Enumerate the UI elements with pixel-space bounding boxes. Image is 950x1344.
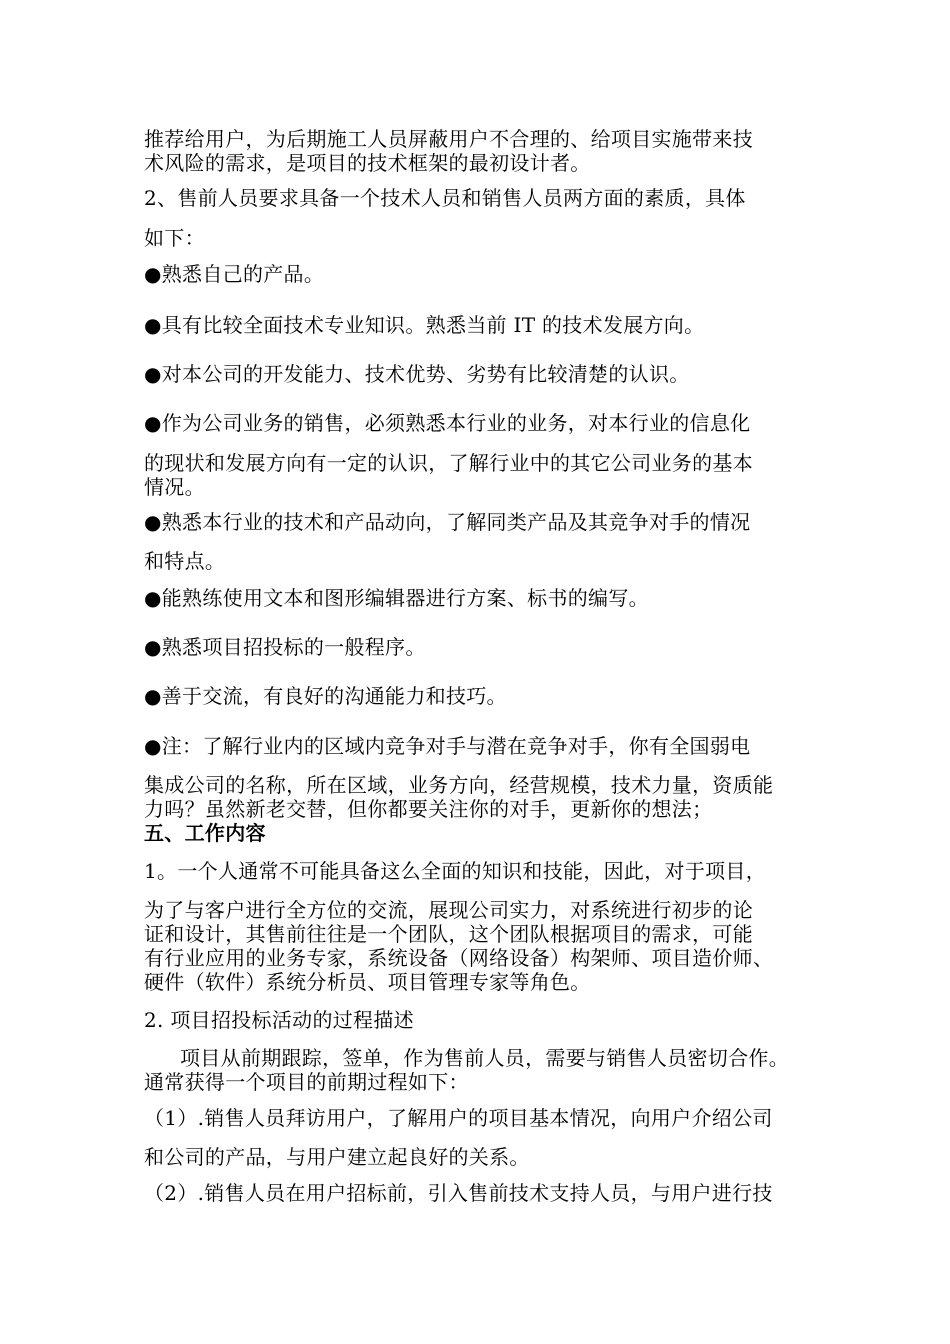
text-line: 推荐给用户，为后期施工人员屏蔽用户不合理的、给项目实施带来技 — [144, 127, 753, 151]
text-line: 情况。 — [144, 475, 205, 499]
list-item: ●注：了解行业内的区域内竞争对手与潜在竞争对手，你有全国弱电 — [144, 734, 751, 758]
text-line: 和公司的产品，与用户建立起良好的关系。 — [144, 1145, 530, 1169]
text-line: 术风险的需求，是项目的技术框架的最初设计者。 — [144, 151, 591, 175]
text-line: 为了与客户进行全方位的交流，展现公司实力，对系统进行初步的论 — [144, 898, 753, 922]
section-heading: 五、工作内容 — [144, 821, 266, 845]
list-item: ●对本公司的开发能力、技术优势、劣势有比较清楚的认识。 — [144, 362, 690, 386]
text-line: 1。一个人通常不可能具备这么全面的知识和技能，因此，对于项目， — [144, 859, 767, 883]
list-item: （2）.销售人员在用户招标前，引入售前技术支持人员，与用户进行技 — [144, 1181, 773, 1205]
list-item: ●能熟练使用文本和图形编辑器进行方案、标书的编写。 — [144, 586, 649, 610]
text-line: 力吗？虽然新老交替，但你都要关注你的对手，更新你的想法； — [144, 797, 713, 821]
list-item: ●熟悉项目招投标的一般程序。 — [144, 635, 426, 659]
text-line: 和特点。 — [144, 549, 226, 573]
text-line: 项目从前期跟踪，签单，作为售前人员，需要与销售人员密切合作。 — [180, 1046, 789, 1070]
list-item: ●具有比较全面技术专业知识。熟悉当前 IT 的技术发展方向。 — [144, 313, 705, 337]
list-item: ●善于交流，有良好的沟通能力和技巧。 — [144, 684, 507, 708]
list-item: （1）.销售人员拜访用户，了解用户的项目基本情况，向用户介绍公司 — [144, 1106, 773, 1130]
list-item: ●作为公司业务的销售，必须熟悉本行业的业务，对本行业的信息化 — [144, 411, 751, 435]
text-line: 硬件（软件）系统分析员、项目管理专家等角色。 — [144, 970, 591, 994]
text-line: 2、售前人员要求具备一个技术人员和销售人员两方面的素质，具体 — [144, 186, 746, 210]
text-line: 通常获得一个项目的前期过程如下： — [144, 1070, 469, 1094]
list-item: ●熟悉自己的产品。 — [144, 262, 325, 286]
text-line: 的现状和发展方向有一定的认识，了解行业中的其它公司业务的基本 — [144, 451, 753, 475]
text-line: 证和设计，其售前往往是一个团队，这个团队根据项目的需求，可能 — [144, 922, 753, 946]
list-item: ●熟悉本行业的技术和产品动向，了解同类产品及其竞争对手的情况 — [144, 510, 751, 534]
subheading: 2. 项目招投标活动的过程描述 — [144, 1008, 414, 1032]
text-line: 集成公司的名称，所在区域，业务方向，经营规模，技术力量，资质能 — [144, 773, 774, 797]
text-line: 如下： — [144, 226, 205, 250]
text-line: 有行业应用的业务专家，系统设备（网络设备）构架师、项目造价师、 — [144, 946, 774, 970]
